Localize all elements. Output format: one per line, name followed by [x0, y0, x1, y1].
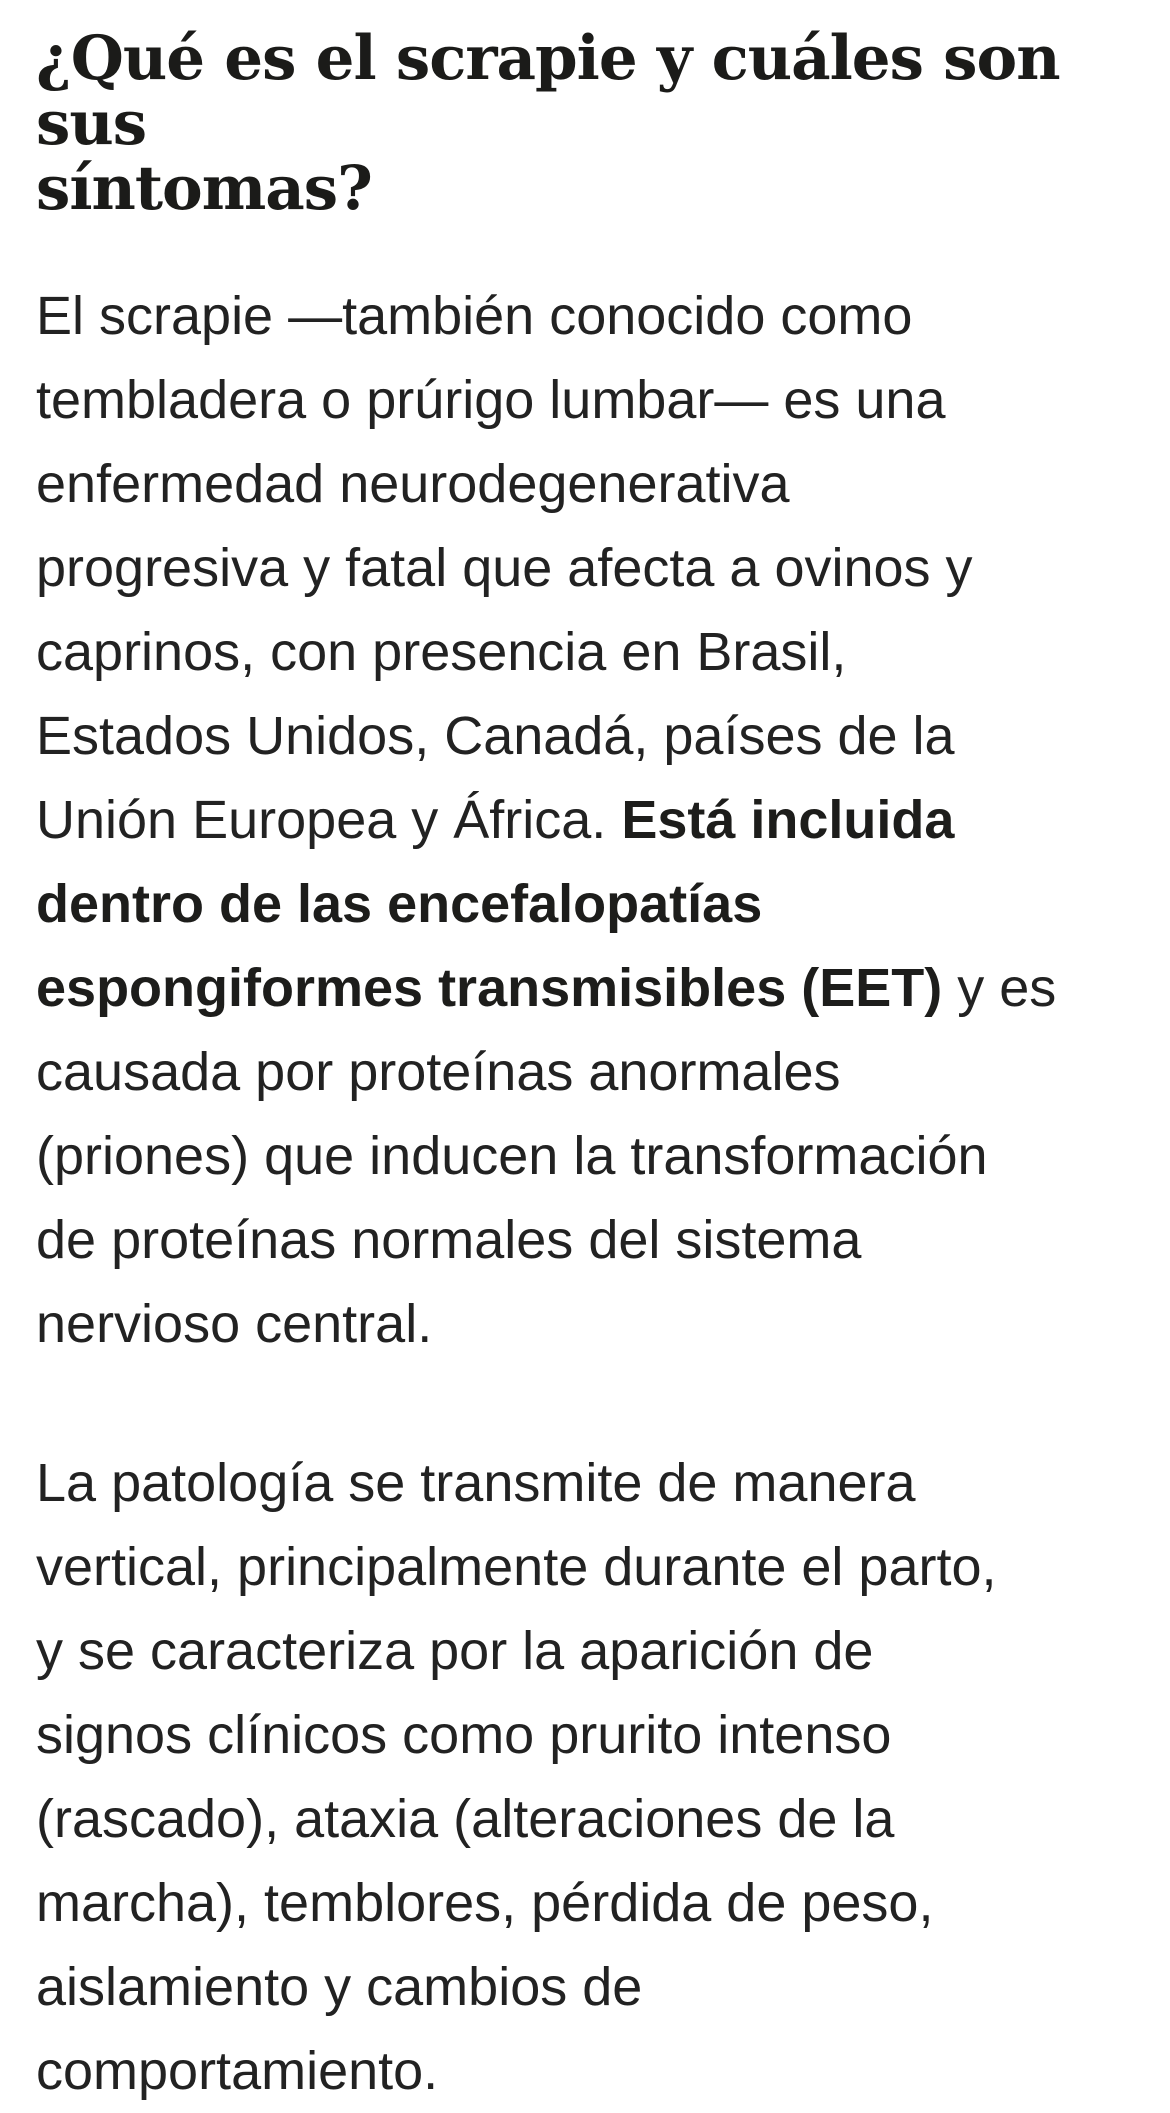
text-run: causada por proteínas anormales	[36, 1042, 841, 1102]
text-line	[36, 2029, 1134, 2113]
text-run: nervioso central.	[36, 1294, 433, 1354]
text-line	[36, 1945, 1134, 2029]
text-run: y es	[942, 958, 1057, 1018]
text-line	[36, 1198, 1134, 1282]
article-body	[36, 274, 1134, 2113]
text-run: Unión Europea y África.	[36, 790, 622, 850]
text-line	[36, 1114, 1134, 1198]
text-line	[36, 1777, 1134, 1861]
text-run: signos clínicos como prurito intenso	[36, 1705, 892, 1765]
text-run: marcha), temblores, pérdida de peso,	[36, 1873, 934, 1933]
paragraph	[36, 274, 1134, 1366]
text-line	[36, 526, 1134, 610]
text-run: progresiva y fatal que afecta a ovinos y	[36, 538, 973, 598]
text-run: Estados Unidos, Canadá, países de la	[36, 706, 955, 766]
text-line	[36, 1861, 1134, 1945]
text-run: aislamiento y cambios de	[36, 1957, 643, 2017]
text-line	[36, 862, 1134, 946]
text-run: vertical, principalmente durante el parto,	[36, 1537, 997, 1597]
text-line	[36, 778, 1134, 862]
text-run-bold: dentro de las encefalopatías	[36, 874, 763, 934]
text-line	[36, 610, 1134, 694]
text-line	[36, 1030, 1134, 1114]
text-line	[36, 1609, 1134, 1693]
text-line	[36, 694, 1134, 778]
text-line	[36, 1282, 1134, 1366]
text-line	[36, 1693, 1134, 1777]
text-line	[36, 274, 1134, 358]
text-run: (priones) que inducen la transformación	[36, 1126, 988, 1186]
text-run-bold: espongiformes transmisibles (EET)	[36, 958, 943, 1018]
heading-line: ¿Qué es el scrapie y cuáles son sus	[36, 23, 1060, 159]
article	[36, 23, 1134, 2113]
text-run: comportamiento.	[36, 2041, 439, 2101]
text-run: y se caracteriza por la aparición de	[36, 1621, 874, 1681]
text-run-bold: Está incluida	[621, 790, 955, 850]
text-line	[36, 358, 1134, 442]
heading-line: síntomas?	[36, 153, 372, 224]
text-line	[36, 442, 1134, 526]
text-line	[36, 1525, 1134, 1609]
article-heading	[36, 23, 1134, 224]
text-line	[36, 1441, 1134, 1525]
paragraph	[36, 1441, 1134, 2113]
text-run: caprinos, con presencia en Brasil,	[36, 622, 847, 682]
text-run: El scrapie —también conocido como	[36, 286, 913, 346]
text-run: enfermedad neurodegenerativa	[36, 454, 790, 514]
text-run: (rascado), ataxia (alteraciones de la	[36, 1789, 895, 1849]
text-run: de proteínas normales del sistema	[36, 1210, 862, 1270]
text-run: tembladera o prúrigo lumbar— es una	[36, 370, 946, 430]
text-run: La patología se transmite de manera	[36, 1453, 916, 1513]
text-line	[36, 946, 1134, 1030]
